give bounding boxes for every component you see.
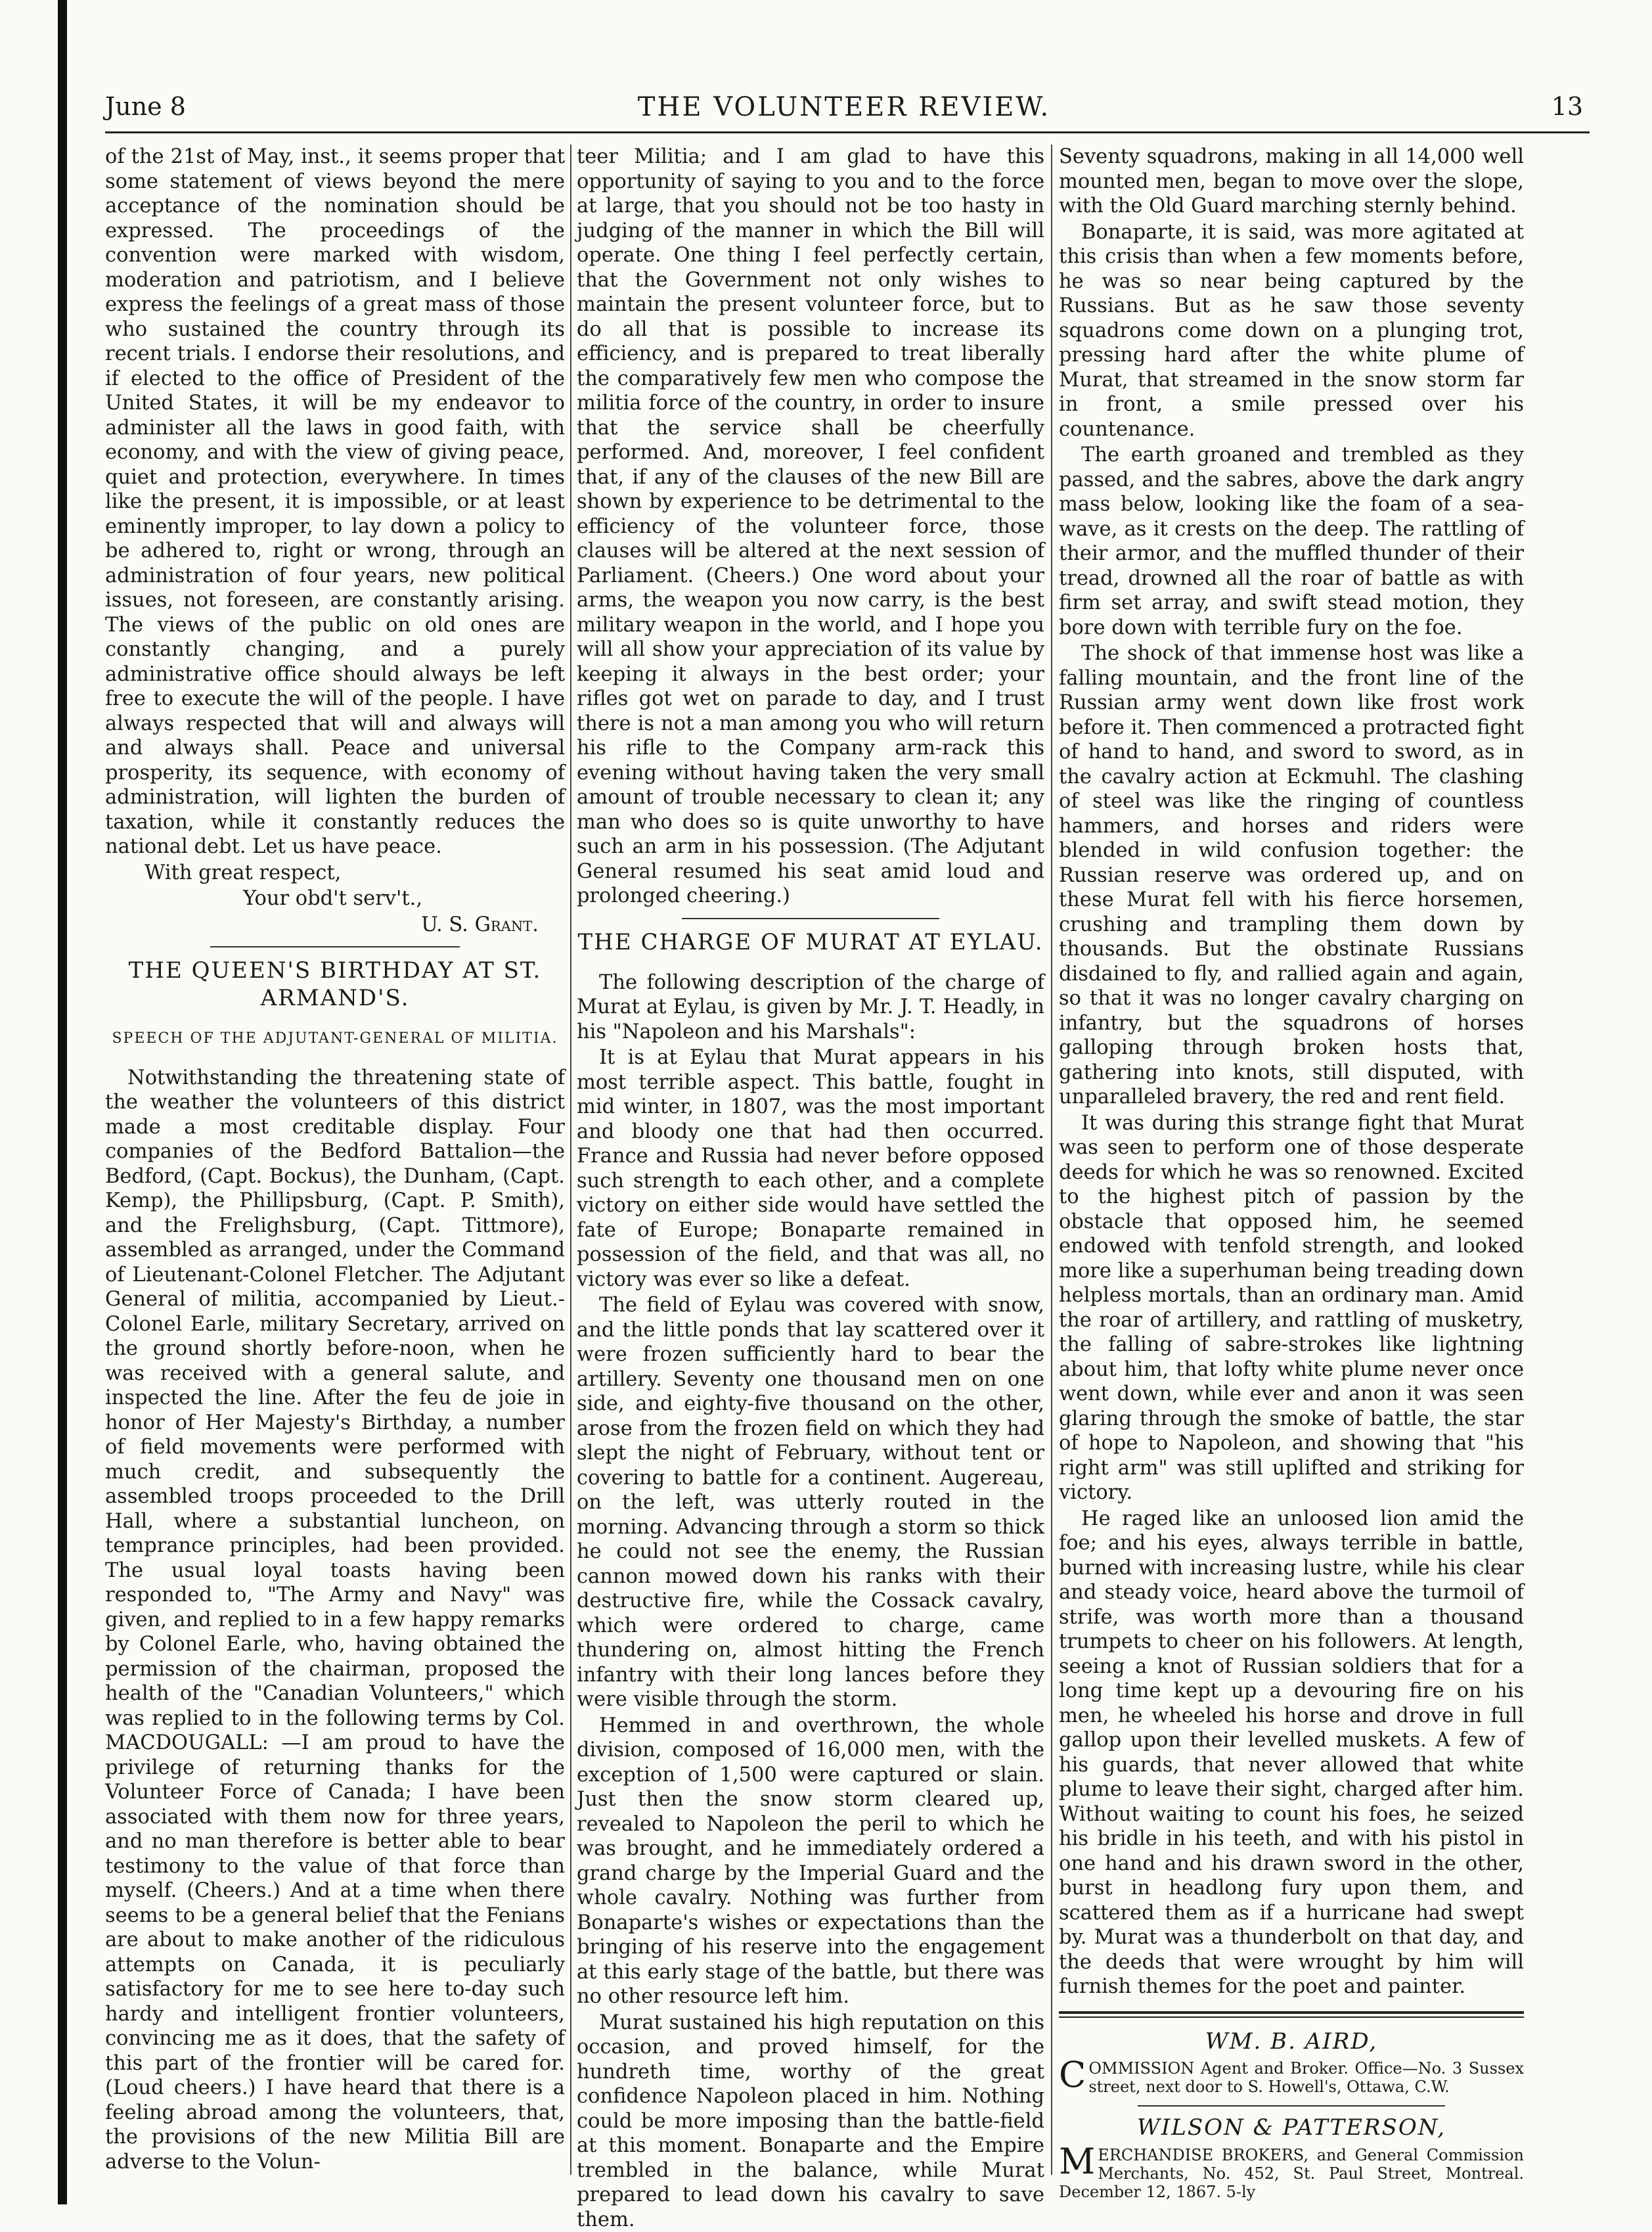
murat-paragraph: Murat sustained his high reputation on this occasion, and proved himself, for the hundreth time, worthy of the great confidence Napoleon placed in him. Nothing could be more imposing than the battle-field at this moment. Bonaparte and the Empire trembled in the balance, while Murat prepared to lead down his cavalry to save them. <box>577 2011 1044 2232</box>
murat-paragraph: The earth groaned and trembled as they passed, and the sabres, above the dark angry mass below, looking like the foam of a sea-wave, as it crests on the deep. The rattling of their armor, and the muffled thunder of their tread, drowned all the roar of battle as with firm set array, and swift stead motion, they bore down with terrible fury on the foe. <box>1059 443 1524 640</box>
advertisement-wilson-patterson <box>1059 2116 1524 2201</box>
grant-letter-closing: With great respect, <box>105 861 565 886</box>
murat-paragraph: The field of Eylau was covered with snow, and the little ponds that lay scattered over it were frozen sufficiently hard to bear the artillery. Seventy one thousand men on one side, and eighty-five thousand on the other, arose from the frozen field on which they had slept the night of February, without tent or covering to battle for a continent. Augereau, on the left, was utterly routed in the morning. Advancing through a storm so thick he could not see the enemy, the Russian cannon mowed down his ranks with their destructive fire, while the Cossack cavalry, which were ordered to charge, came thundering on, almost hitting the French infantry with their long lances before they were visible through the storm. <box>577 1293 1044 1712</box>
column-3 <box>1059 145 1524 2181</box>
column-divider-1 <box>570 145 571 2175</box>
page-header <box>105 92 1583 131</box>
murat-paragraph: Hemmed in and overthrown, the whole division, composed of 16,000 men, with the exception of 1,500 were captured or slain. Just then the snow storm cleared up, revealed to Napoleon the peril to which he was brought, and he immediately ordered a grand charge by the Imperial Guard and the whole cavalry. Nothing was further from Bonaparte's wishes or expectations than the bringing of his reserve into the engagement at this early stage of the battle, but there was no other resource left him. <box>577 1714 1044 2009</box>
advertisement-text: ERCHANDISE BROKERS, and General Commission Merchants, No. 452, St. Paul Street, Montreal. December 12, 1867. 5-ly <box>1059 2146 1524 2201</box>
column-1 <box>105 145 565 2181</box>
issue-date: June 8 <box>105 92 186 121</box>
column-2 <box>577 145 1044 2181</box>
queens-birthday-paragraph: Notwithstanding the threatening state of the weather the volunteers of this district made a most creditable display. Four companies of the Bedford Battalion—the Bedford, (Capt. Bockus), the Dunham, (Capt. Kemp), the Phillipsburg, (Capt. P. Smith), and the Frelighsburg, (Capt. Tittmore), assembled as arranged, under the Command of Lieutenant-Colonel Fletcher. The Adjutant General of militia, accompanied by Lieut.-Colonel Earle, military Secretary, arrived on the ground shortly before-noon, when he was received with a general salute, and inspected the line. After the feu de joie in honor of Her Majesty's Birthday, a number of field movements were performed with much credit, and subsequently the assembled troops proceeded to the Drill Hall, where a substantial luncheon, on temprance principles, had been provided. The usual loyal toasts having been responded to, "The Army and Navy" was given, and replied to in a few happy remarks by Colonel Earle, who, having obtained the permission of the chairman, proposed the health of the "Canadian Volunteers," which was replied to in the following terms by Col. MACDOUGALL: —I am proud to have the privilege of returning thanks for the Volunteer Force of Canada; I have been associated with them now for three years, and no man therefore is better able to bear testimony to the value of that force than myself. (Cheers.) And at a time when there seems to be a general belief that the Fenians are about to make another of the ridiculous attempts on Canada, it is peculiarly satisfactory for me to see here to-day such hardy and intelligent frontier volunteers, convincing me as it does, that the safety of this part of the frontier will be cared for. (Loud cheers.) I have heard that there is a feeling abroad among the volunteers, that, the provisions of the new Militia Bill are adverse to the Volun- <box>105 1066 565 2175</box>
murat-paragraph: He raged like an unloosed lion amid the foe; and his eyes, always terrible in battle, burned with increasing lustre, while his clear and steady voice, heard above the turmoil of strife, was worth more than a thousand trumpets to cheer on his followers. At length, seeing a knot of Russian soldiers that for a long time kept up a devouring fire on his men, he wheeled his horse and drove in full gallop upon their levelled muskets. A few of his guards, that never allowed that white plume to leave their sight, charged after him. Without waiting to count his foes, he seized his bridle in his teeth, and with his pistol in one hand and his drawn sword in the other, burst in headlong fury upon them, and scattered them as if a hurricane had swept by. Murat was a thunderbolt on that day, and the deeds that were wrought by him will furnish themes for the poet and painter. <box>1059 1507 1524 1999</box>
murat-paragraph: It was during this strange fight that Murat was seen to perform one of those desperate deeds for which he was so renowned. Excited to the highest pitch of passion by the obstacle that opposed him, he seemed endowed with tenfold strength, and looked more like a superhuman being treading down helpless mortals, than an ordinary man. Amid the roar of artillery, and rattling of musketry, the falling of sabre-strokes like lightning about him, that lofty white plume never once went down, while ever and anon it was seen glaring through the smoke of battle, the star of hope to Napoleon, and showing that "his right arm" was still uplifted and striking for victory. <box>1059 1111 1524 1505</box>
article-separator <box>210 946 460 947</box>
murat-paragraph: The following description of the charge of Murat at Eylau, is given by Mr. J. T. Headly, in his "Napoleon and his Marshals": <box>577 970 1044 1045</box>
advertiser-name: WILSON & PATTERSON, <box>1059 2116 1524 2141</box>
page-number: 13 <box>1552 92 1583 121</box>
article-separator <box>682 918 939 919</box>
murat-heading: THE CHARGE OF MURAT AT EYLAU. <box>577 928 1044 956</box>
grant-letter-signoff: Your obd't serv't., <box>105 886 565 911</box>
murat-paragraph: It is at Eylau that Murat appears in his most terrible aspect. This battle, fought in mid winter, in 1807, was the most important and bloody one that had then occurred. France and Russia had never before opposed such strength to each other, and a complete victory on either side would have settled the fate of Europe; Bonaparte remained in possession of the field, and that was all, no victory was ever so like a defeat. <box>577 1045 1044 1292</box>
advertisement-body <box>1059 2059 1524 2096</box>
queens-birthday-subheading: SPEECH OF THE ADJUTANT-GENERAL OF MILITIA. <box>105 1026 565 1051</box>
grant-letter-paragraph: of the 21st of May, inst., it seems proper that some statement of views beyond the mere acceptance of the nomination should be expressed. The proceedings of the convention were marked with wisdom, moderation and patriotism, and I believe express the feelings of a great mass of those who sustained the country through its recent trials. I endorse their resolutions, and if elected to the office of President of the United States, it will be my endeavor to administer all the laws in good faith, with economy, and with the view of giving peace, quiet and protection, everywhere. In times like the present, it is impossible, or at least eminently improper, to lay down a policy to be adhered to, right or wrong, through an administration of four years, new political issues, not foreseen, are constantly arising. The views of the public on old ones are constantly changing, and a purely administrative office should always be left free to execute the will of the people. I have always respected that will and always will and always shall. Peace and universal prosperity, its sequence, with economy of administration, will lighten the burden of taxation, while it constantly reduces the national debt. Let us have peace. <box>105 145 565 859</box>
murat-paragraph: The shock of that immense host was like a falling mountain, and the front line of the Russian army went down like frost work before it. Then commenced a protracted fight of hand to hand, and sword to sword, as in the cavalry action at Eckmuhl. The clashing of steel was like the ringing of countless hammers, and horses and riders were blended in wild confusion together: the Russian reserve was ordered up, and on these Murat fell with his fierce horsemen, crushing and trampling them down by thousands. But the obstinate Russians disdained to fly, and rallied again and again, so that it was no longer cavalry charging on infantry, but the squadrons of horses galloping through broken hosts that, gathering into knots, still disputed, with unparalleled bravery, the red and rent field. <box>1059 641 1524 1110</box>
advertisement-rule <box>1059 2011 1524 2014</box>
grant-letter-signature: U. S. Grant. <box>105 913 565 938</box>
column-divider-2 <box>1051 145 1052 2175</box>
drop-cap: C <box>1059 2059 1086 2091</box>
drop-cap: M <box>1059 2146 1095 2177</box>
scan-binding-edge <box>58 0 67 2204</box>
advertiser-name: WM. B. AIRD, <box>1059 2030 1524 2055</box>
speech-continuation: teer Militia; and I am glad to have this opportunity of saying to you and to the force at large, that you should not be too hasty in judging of the manner in which the Bill will operate. One thing I feel perfectly certain, that the Government not only wishes to maintain the present volunteer force, but to do all that is possible to increase its efficiency, and is prepared to treat liberally the comparatively few men who compose the militia force of the country, in order to insure that the service shall be cheerfully performed. And, moreover, I feel confident that, if any of the clauses of the new Bill are shown by experience to be detrimental to the efficiency of the volunteer force, those clauses will be altered at the next session of Parliament. (Cheers.) One word about your arms, the weapon you now carry, is the best military weapon in the world, and I hope you will all show your appreciation of its value by keeping it always in the best order; your rifles got wet on parade to day, and I trust there is not a man among you who will return his rifle to the Company arm-rack this evening without having taken the very small amount of trouble necessary to clean it; any man who does so is quite unworthy to have such an arm in his possession. (The Adjutant General resumed his seat amid loud and prolonged cheering.) <box>577 145 1044 909</box>
advertisement-aird <box>1059 2030 1524 2097</box>
header-rule <box>105 131 1590 133</box>
murat-paragraph: Bonaparte, it is said, was more agitated at this crisis than when a few moments before, he was so near being captured by the Russians. But as he saw those seventy squadrons come down on a plunging trot, pressing hard after the white plume of Murat, that streamed in the snow storm far in front, a smile pressed over his countenance. <box>1059 220 1524 442</box>
murat-paragraph: Seventy squadrons, making in all 14,000 well mounted men, began to move over the slope, with the Old Guard marching sternly behind. <box>1059 145 1524 219</box>
advertisement-separator <box>1138 2105 1445 2107</box>
advertisement-text: OMMISSION Agent and Broker. Office—No. 3 Sussex street, next door to S. Howell's, Ottawa, C.W. <box>1088 2059 1524 2096</box>
queens-birthday-heading: THE QUEEN'S BIRTHDAY AT ST. ARMAND'S. <box>105 957 565 1012</box>
advertisement-rule <box>1059 2016 1524 2018</box>
publication-title: THE VOLUNTEER REVIEW. <box>105 92 1583 122</box>
advertisement-body <box>1059 2146 1524 2201</box>
